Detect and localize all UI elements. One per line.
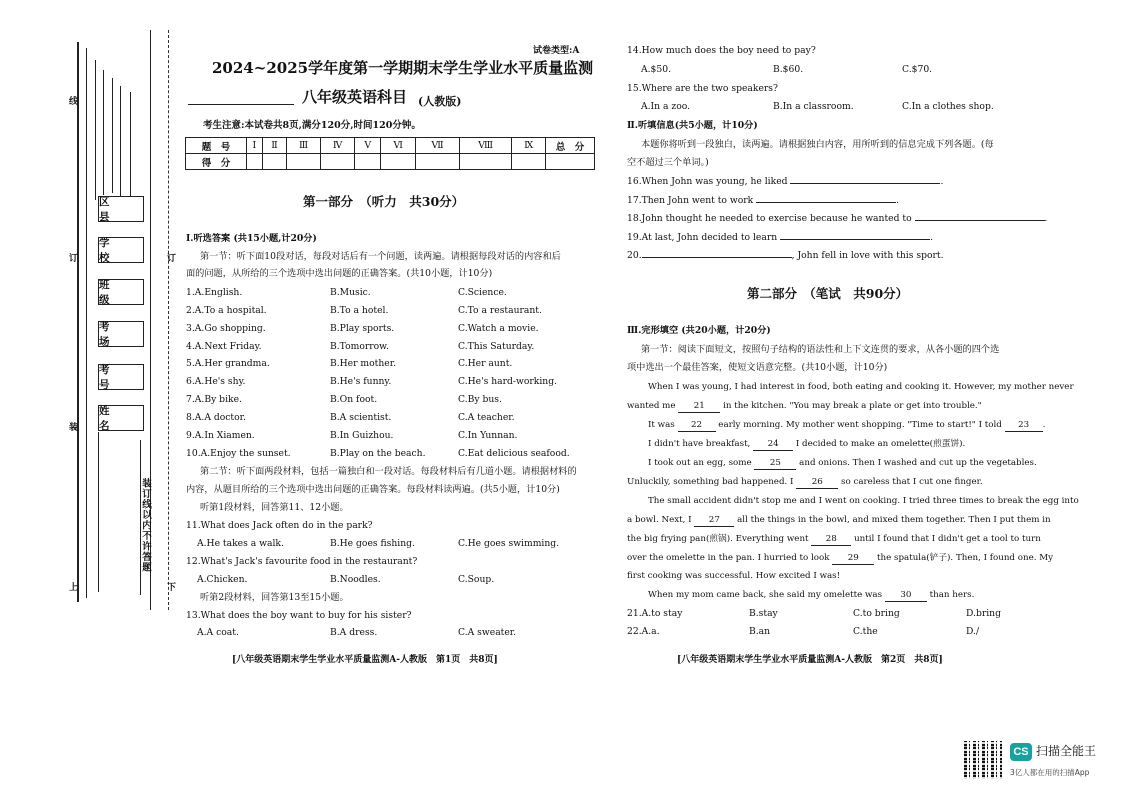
q22-option-c[interactable]: C.the — [853, 626, 878, 637]
score-header-question: 题 号 — [186, 138, 247, 154]
scanner-logo-icon: CS — [1010, 743, 1032, 761]
score-table — [185, 137, 595, 170]
district-field[interactable]: 区 县 — [98, 196, 144, 222]
passage-line: When I was young, I had interest in food, both eating and cooking it. However, my mother never — [648, 382, 1074, 392]
page-title: 2024~2025学年度第一学期期末学生学业水平质量监测 — [212, 59, 594, 77]
q16-prompt: 16.When John was young, he liked — [627, 176, 788, 187]
qr-code-mask — [964, 741, 1002, 779]
class-field[interactable]: 班 级 — [98, 279, 144, 305]
part2-title: 第二部分 （笔试 共90分） — [747, 286, 909, 301]
score-cell[interactable] — [355, 154, 381, 170]
passage-text: It was — [648, 420, 675, 430]
q21-option-d[interactable]: D.bring — [966, 608, 1001, 619]
passage-text: I didn't have breakfast, — [648, 439, 751, 449]
blank-25[interactable]: 25 — [754, 457, 796, 470]
q15-text: 15.Where are the two speakers? — [627, 83, 778, 94]
passage-line — [627, 552, 1053, 565]
blank-26[interactable]: 26 — [796, 476, 838, 489]
q20-text — [627, 250, 944, 262]
page2-footer: [八年级英语期末学生学业水平质量监测A-人教版 第2页 共8页] — [677, 655, 943, 665]
passage-text: I decided to make an omelette(煎蛋饼). — [795, 439, 966, 449]
scanner-brand: 扫描全能王 — [1036, 744, 1097, 758]
passage-text: so careless that I cut one finger. — [841, 477, 983, 487]
passage-line — [648, 438, 965, 451]
q6-option-a[interactable]: 6.A.He's shy. — [186, 376, 246, 387]
passage-text: in the kitchen. "You may break a plate or get into trouble." — [723, 401, 982, 411]
section1-intro: 面的问题，从所给的三个选项中选出问题的正确答案。(共10小题，计10分) — [186, 268, 493, 279]
section1-part2-intro: 第二节：听下面两段材料，包括一篇独白和一段对话。每段材料后有几道小题。请根据材料的 — [200, 466, 577, 477]
q20-answer-blank[interactable] — [642, 257, 792, 258]
passage-line — [648, 457, 1037, 470]
binding-warning-text: 装订线以内不许答题 — [140, 478, 151, 573]
section2-intro: 空不超过三个单词。) — [627, 157, 709, 168]
q2-option-a[interactable]: 2.A.To a hospital. — [186, 305, 267, 316]
q15-option-b[interactable]: B.In a classroom. — [773, 101, 854, 112]
q18-answer-blank[interactable] — [915, 220, 1045, 221]
q14-option-c[interactable]: C.$70. — [902, 64, 933, 75]
q7-option-a[interactable]: 7.A.By bike. — [186, 394, 242, 405]
q9-option-b[interactable]: B.In Guizhou. — [330, 430, 394, 441]
passage-line — [648, 589, 974, 602]
q11-option-b[interactable]: B.He goes fishing. — [330, 538, 415, 549]
blank-30[interactable]: 30 — [885, 589, 927, 602]
score-cell[interactable] — [546, 154, 595, 170]
passage-line: first cooking was successful. How excited I was! — [627, 571, 841, 581]
score-label: 得 分 — [186, 154, 247, 170]
q21-option-b[interactable]: B.stay — [749, 608, 778, 619]
score-header: Ⅷ — [459, 138, 512, 154]
blank-27[interactable]: 27 — [694, 514, 734, 527]
blank-21[interactable]: 21 — [678, 400, 720, 413]
q9-option-a[interactable]: 9.A.In Xiamen. — [186, 430, 255, 441]
q11-option-c[interactable]: C.He goes swimming. — [458, 538, 560, 549]
q19-answer-blank[interactable] — [780, 239, 930, 240]
score-cell[interactable] — [416, 154, 460, 170]
q4-option-b[interactable]: B.Tomorrow. — [330, 341, 389, 352]
q19-text: 19.At last, John decided to learn . — [627, 232, 934, 243]
q6-option-c[interactable]: C.He's hard-working. — [458, 376, 558, 387]
q22-option-a[interactable]: 22.A.a. — [627, 626, 660, 637]
passage-line — [627, 514, 1051, 527]
score-cell[interactable] — [262, 154, 287, 170]
q17-answer-blank[interactable] — [756, 202, 896, 203]
q12-option-c[interactable]: C.Soup. — [458, 574, 495, 585]
q8-option-c[interactable]: C.A teacher. — [458, 412, 515, 423]
score-header: Ⅰ — [247, 138, 263, 154]
school-field[interactable]: 学 校 — [98, 237, 144, 263]
q3-option-c[interactable]: C.Watch a movie. — [458, 323, 539, 334]
passage-text: wanted me — [627, 401, 676, 411]
blank-22[interactable]: 22 — [678, 419, 716, 432]
q17-text: 17.Then John went to work . — [627, 195, 900, 206]
section1-intro: 第一节：听下面10段对话，每段对话后有一个问题，读两遍。请根据每段对话的内容和后 — [200, 251, 561, 262]
q13-option-b[interactable]: B.A dress. — [330, 627, 378, 638]
q22-option-b[interactable]: B.an — [749, 626, 771, 637]
score-header: Ⅶ — [416, 138, 460, 154]
name-field[interactable]: 姓 名 — [98, 405, 144, 431]
material2-label: 听第2段材料，回答第13至15小题。 — [200, 592, 349, 603]
passage-text: over the omelette in the pan. I hurried to look — [627, 553, 830, 563]
cut-mark-ding-right: 订 — [165, 253, 175, 263]
score-cell[interactable] — [287, 154, 321, 170]
score-header: Ⅸ — [512, 138, 546, 154]
cut-mark-shang: 上 — [67, 582, 77, 592]
q13-option-c[interactable]: C.A sweater. — [458, 627, 517, 638]
blank-29[interactable]: 29 — [832, 552, 874, 565]
q12-option-a[interactable]: A.Chicken. — [197, 574, 248, 585]
exam-notice: 考生注意:本试卷共8页,满分120分,时间120分钟。 — [203, 120, 421, 131]
passage-line: The small accident didn't stop me and I went on cooking. I tried three times to break the egg into — [648, 496, 1079, 506]
q9-option-c[interactable]: C.In Yunnan. — [458, 430, 518, 441]
section1-title: Ⅰ.听选答案 (共15小题,计20分) — [186, 233, 317, 244]
passage-text: When my mom came back, she said my omelette was — [648, 590, 883, 600]
q11-option-a[interactable]: A.He takes a walk. — [197, 538, 284, 549]
score-cell[interactable] — [381, 154, 416, 170]
q5-option-b[interactable]: B.Her mother. — [330, 358, 397, 369]
q16-answer-blank[interactable] — [790, 183, 940, 184]
q2-option-b[interactable]: B.To a hotel. — [330, 305, 389, 316]
score-cell[interactable] — [512, 154, 546, 170]
q21-option-c[interactable]: C.to bring — [853, 608, 900, 619]
blank-24[interactable]: 24 — [753, 438, 793, 451]
section3-intro: 第一节：阅读下面短文，按照句子结构的语法性和上下文连贯的要求，从各小题的四个选 — [641, 344, 1000, 355]
score-header-total: 总 分 — [546, 138, 595, 154]
q10-option-b[interactable]: B.Play on the beach. — [330, 448, 426, 459]
section3-title: Ⅲ.完形填空 (共20小题，计20分) — [627, 325, 771, 336]
passage-text: the spatula(铲子). Then, I found one. My — [877, 553, 1054, 563]
q4-option-c[interactable]: C.This Saturday. — [458, 341, 535, 352]
blank-28[interactable]: 28 — [811, 533, 851, 546]
blank-23[interactable]: 23 — [1005, 419, 1043, 432]
passage-text: early morning. My mother went shopping. "Time to start!" I told — [718, 420, 1002, 430]
q16-text: 16.When John was young, he liked . — [627, 176, 944, 187]
exam-number-field[interactable]: 考 号 — [98, 364, 144, 390]
q18-prompt: 18.John thought he needed to exercise because he wanted to — [627, 213, 912, 224]
q10-option-a[interactable]: 10.A.Enjoy the sunset. — [186, 448, 291, 459]
score-header: Ⅵ — [381, 138, 416, 154]
score-header: Ⅲ — [287, 138, 321, 154]
passage-text: all the things in the bowl, and mixed them together. Then I put them in — [737, 515, 1051, 525]
cut-mark-zhuang: 装 — [67, 422, 77, 432]
section1-part2-intro: 内容，从题目所给的三个选项中选出问题的正确答案。每段材料读两遍。(共5小题，计10分) — [186, 484, 560, 495]
cut-mark-ding: 订 — [67, 253, 77, 263]
score-header: Ⅱ — [262, 138, 287, 154]
q22-option-d[interactable]: D./ — [966, 626, 980, 637]
q3-option-b[interactable]: B.Play sports. — [330, 323, 395, 334]
section2-intro: 本题你将听到一段独白，读两遍。请根据独白内容，用所听到的信息完成下列各题。(每 — [641, 139, 994, 150]
section3-intro: 项中选出一个最佳答案，使短文语意完整。(共10小题，计10分) — [627, 362, 888, 373]
passage-text: the big frying pan(煎锅). Everything went — [627, 534, 809, 544]
q1-option-a[interactable]: 1.A.English. — [186, 287, 243, 298]
q14-option-a[interactable]: A.$50. — [641, 64, 672, 75]
passage-text: and onions. Then I washed and cut up the vegetables. — [799, 458, 1037, 468]
section2-title: Ⅱ.听填信息(共5小题，计10分) — [627, 120, 758, 131]
score-cell[interactable] — [247, 154, 263, 170]
exam-room-field[interactable]: 考 场 — [98, 321, 144, 347]
q20-prompt: , John fell in love with this sport. — [791, 250, 944, 261]
score-cell[interactable] — [459, 154, 512, 170]
q18-text: 18.John thought he needed to exercise because he wanted to . — [627, 213, 1048, 224]
passage-text: I took out an egg, some — [648, 458, 752, 468]
q1-option-b[interactable]: B.Music. — [330, 287, 371, 298]
q4-option-a[interactable]: 4.A.Next Friday. — [186, 341, 262, 352]
q8-option-b[interactable]: B.A scientist. — [330, 412, 392, 423]
q6-option-b[interactable]: B.He's funny. — [330, 376, 392, 387]
passage-line — [627, 476, 983, 489]
scanner-tagline: 3亿人都在用的扫描App — [1010, 768, 1090, 777]
q20-number: 20. — [627, 250, 642, 261]
q13-option-a[interactable]: A.A coat. — [197, 627, 239, 638]
score-cell[interactable] — [320, 154, 355, 170]
q19-prompt: 19.At last, John decided to learn — [627, 232, 778, 243]
passage-line: It was 22 early morning. My mother went shopping. "Time to start!" I told 23 . — [648, 420, 1046, 430]
q7-option-c[interactable]: C.By bus. — [458, 394, 502, 405]
passage-text: than hers. — [929, 590, 975, 600]
passage-line — [627, 533, 1041, 546]
q8-option-a[interactable]: 8.A.A doctor. — [186, 412, 246, 423]
passage-line — [627, 400, 982, 413]
q7-option-b[interactable]: B.On foot. — [330, 394, 378, 405]
q14-text: 14.How much does the boy need to pay? — [627, 45, 816, 56]
binding-sidebar — [0, 0, 180, 793]
score-header: Ⅳ — [320, 138, 355, 154]
q5-option-c[interactable]: C.Her aunt. — [458, 358, 513, 369]
q5-option-a[interactable]: 5.A.Her grandma. — [186, 358, 270, 369]
paper-type: 试卷类型:A — [533, 46, 580, 56]
cut-mark-xian: 线 — [67, 96, 77, 106]
q14-option-b[interactable]: B.$60. — [773, 64, 804, 75]
page1-footer: [八年级英语期末学生学业水平质量监测A-人教版 第1页 共8页] — [232, 655, 498, 665]
q15-option-c[interactable]: C.In a clothes shop. — [902, 101, 994, 112]
cut-mark-xia: 下 — [165, 582, 175, 592]
edition-label: (人教版) — [418, 95, 462, 108]
passage-text: Unluckily, something bad happened. I — [627, 477, 794, 487]
q17-prompt: 17.Then John went to work — [627, 195, 754, 206]
subject-title: 八年级英语科目 — [302, 88, 408, 106]
q2-option-c[interactable]: C.To a restaurant. — [458, 305, 542, 316]
q1-option-c[interactable]: C.Science. — [458, 287, 507, 298]
q15-option-a[interactable]: A.In a zoo. — [641, 101, 691, 112]
q10-option-c[interactable]: C.Eat delicious seafood. — [458, 448, 570, 459]
passage-text: a bowl. Next, I — [627, 515, 692, 525]
q13-text: 13.What does the boy want to buy for his sister? — [186, 610, 412, 621]
q11-text: 11.What does Jack often do in the park? — [186, 520, 373, 531]
material1-label: 听第1段材料，回答第11、12小题。 — [200, 502, 349, 513]
part1-title: 第一部分 （听力 共30分） — [303, 194, 465, 209]
score-header: Ⅴ — [355, 138, 381, 154]
q21-option-a[interactable]: 21.A.to stay — [627, 608, 683, 619]
q12-text: 12.What's Jack's favourite food in the restaurant? — [186, 556, 418, 567]
q12-option-b[interactable]: B.Noodles. — [330, 574, 381, 585]
passage-text: until I found that I didn't get a tool to turn — [854, 534, 1041, 544]
q3-option-a[interactable]: 3.A.Go shopping. — [186, 323, 266, 334]
